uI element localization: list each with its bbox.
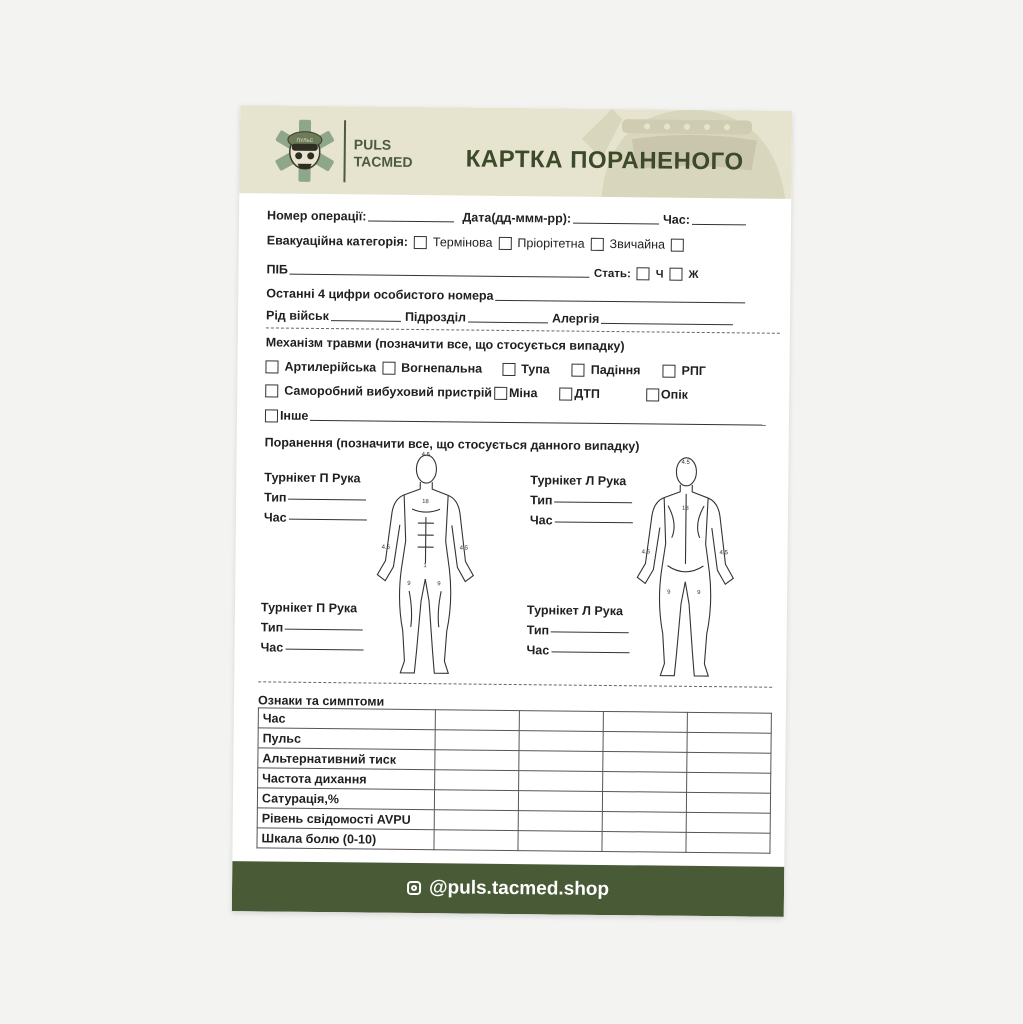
front-right-leg-value: 9	[407, 580, 411, 587]
table-cell[interactable]	[434, 830, 518, 851]
body-back-figure[interactable]	[626, 453, 744, 684]
mech-gunshot-checkbox[interactable]	[382, 362, 395, 375]
puls-logo-icon	[271, 117, 338, 184]
instagram-icon	[407, 881, 421, 895]
table-cell[interactable]	[602, 831, 686, 852]
tq-type-label: Тип	[526, 623, 550, 638]
evac-routine-label: Звичайна	[609, 237, 666, 252]
back-right-arm-value: 4.5	[719, 550, 728, 557]
tq-right-arm-label: Турнікет П Рука	[264, 470, 361, 486]
table-cell[interactable]	[687, 772, 771, 793]
back-head-value: 4.5	[681, 459, 690, 466]
back-left-leg-value: 9	[667, 589, 671, 596]
tq-time-field[interactable]	[289, 507, 367, 521]
table-cell[interactable]	[687, 752, 771, 773]
instagram-handle[interactable]: @puls.tacmed.shop	[428, 877, 610, 901]
evac-urgent-checkbox[interactable]	[414, 236, 427, 249]
mech-other-field[interactable]	[310, 408, 766, 426]
injuries-title: Поранення (позначити все, що стосується данного випадку)	[264, 435, 640, 454]
table-cell[interactable]	[434, 810, 518, 831]
table-cell[interactable]	[687, 732, 771, 753]
front-right-arm-value: 4.5	[381, 544, 390, 551]
tq-time-field[interactable]	[555, 509, 633, 523]
table-cell[interactable]	[602, 791, 686, 812]
mechanism-title: Механізм травми (позначити все, що стосується випадку)	[265, 335, 625, 354]
evac-category-label: Евакуаційна категорія:	[266, 233, 409, 249]
card-title: КАРТКА ПОРАНЕНОГО	[465, 145, 744, 176]
mech-rpg-checkbox[interactable]	[662, 365, 675, 378]
casualty-card	[232, 105, 792, 917]
tq-type-field[interactable]	[551, 619, 629, 633]
table-cell[interactable]	[519, 771, 603, 792]
tq-time-label: Час	[260, 640, 284, 655]
mech-rpg-label: РПГ	[681, 363, 707, 379]
table-cell[interactable]	[435, 710, 519, 731]
mech-blunt-checkbox[interactable]	[502, 363, 515, 376]
tq-left-arm-label: Турнікет Л Рука	[530, 473, 627, 489]
table-cell[interactable]	[435, 730, 519, 751]
table-cell[interactable]	[519, 731, 603, 752]
row-label: Рівень свідомості AVPU	[257, 808, 434, 830]
tq-time-label: Час	[529, 513, 553, 528]
evac-routine-extra-checkbox[interactable]	[671, 239, 684, 252]
table-cell[interactable]	[603, 751, 687, 772]
evac-routine-checkbox[interactable]	[591, 238, 604, 251]
tq-type-field[interactable]	[285, 617, 363, 631]
mech-ied-checkbox[interactable]	[265, 384, 278, 397]
table-cell[interactable]	[518, 811, 602, 832]
tq-type-field[interactable]	[554, 489, 632, 503]
table-cell[interactable]	[602, 811, 686, 832]
branch-field[interactable]	[331, 308, 401, 322]
mech-fall-label: Падіння	[590, 362, 641, 378]
mech-accident-label: ДТП	[574, 386, 601, 401]
mech-burn-checkbox[interactable]	[646, 388, 659, 401]
signs-title: Ознаки та симптоми	[257, 693, 385, 709]
patient-form	[264, 201, 781, 454]
tq-type-field[interactable]	[289, 487, 367, 501]
branch-label: Рід військ	[265, 308, 330, 324]
mech-artillery-checkbox[interactable]	[265, 360, 278, 373]
tq-type-label: Тип	[264, 490, 287, 505]
tq-time-field[interactable]	[285, 637, 363, 651]
sex-female-label: Ж	[688, 268, 699, 281]
tq-right-arm-lower	[260, 599, 367, 657]
sex-male-label: Ч	[655, 268, 664, 281]
brand-name	[354, 136, 413, 171]
tq-left-arm-lower	[526, 602, 633, 660]
evac-urgent-label: Термінова	[432, 235, 493, 250]
table-cell[interactable]	[519, 751, 603, 772]
tq-right-arm-upper	[264, 469, 371, 527]
mech-other-checkbox[interactable]	[265, 409, 278, 422]
back-right-leg-value: 9	[697, 589, 701, 596]
front-groin-value: 1	[423, 563, 427, 570]
brand-line1: PULS	[353, 136, 392, 153]
svg-text:ПУЛЬС: ПУЛЬС	[296, 137, 314, 144]
evac-priority-checkbox[interactable]	[498, 237, 511, 250]
mech-ied-label: Саморобний вибуховий пристрій	[284, 383, 493, 400]
row-label: Сатурація,%	[257, 788, 434, 810]
table-row	[257, 828, 770, 853]
tq-right-arm-label: Турнікет П Рука	[260, 600, 358, 616]
allergy-label: Алергія	[551, 311, 600, 326]
row-label: Пульс	[258, 728, 435, 750]
card-header	[239, 105, 792, 199]
tq-time-label: Час	[526, 643, 550, 658]
front-torso-value: 18	[422, 499, 429, 506]
tq-left-arm-label: Турнікет Л Рука	[526, 603, 624, 619]
mech-other-label: Інше	[279, 408, 309, 423]
logo-divider	[343, 120, 346, 182]
row-label: Час	[258, 708, 435, 730]
table-cell[interactable]	[687, 712, 771, 733]
signs-table	[256, 707, 771, 853]
table-cell[interactable]	[603, 771, 687, 792]
table-cell[interactable]	[435, 750, 519, 771]
row-label: Шкала болю (0-10)	[257, 828, 434, 850]
sex-label: Стать:	[593, 267, 631, 281]
front-left-arm-value: 4.5	[459, 545, 468, 552]
tq-type-label: Тип	[260, 620, 284, 635]
table-cell[interactable]	[603, 731, 687, 752]
table-cell[interactable]	[518, 791, 602, 812]
date-field[interactable]	[573, 211, 659, 225]
tq-time-label: Час	[263, 510, 287, 525]
table-cell[interactable]	[686, 832, 770, 853]
row-label: Альтернативний тиск	[258, 748, 435, 770]
time-label: Час:	[662, 212, 690, 227]
id-last4-label: Останні 4 цифри особистого номера	[266, 286, 494, 303]
unit-field[interactable]	[468, 310, 548, 324]
operation-no-field[interactable]	[368, 208, 454, 222]
mech-fall-checkbox[interactable]	[572, 364, 585, 377]
mech-gunshot-label: Вогнепальна	[401, 360, 483, 376]
mech-burn-label: Опік	[660, 387, 689, 402]
unit-label: Підрозділ	[404, 309, 467, 325]
front-head-value: 4.5	[421, 452, 430, 459]
sex-male-checkbox[interactable]	[637, 267, 650, 280]
evac-priority-label: Пріорітетна	[517, 236, 585, 251]
back-torso-value: 18	[682, 505, 689, 512]
mech-mine-checkbox[interactable]	[494, 387, 507, 400]
mech-mine-label: Міна	[508, 385, 538, 401]
table-cell[interactable]	[603, 711, 687, 732]
body-front-figure[interactable]	[366, 450, 484, 681]
table-cell[interactable]	[519, 711, 603, 732]
id-last4-field[interactable]	[495, 288, 745, 304]
table-cell[interactable]	[434, 790, 518, 811]
table-cell[interactable]	[686, 792, 770, 813]
time-field[interactable]	[692, 212, 746, 226]
table-cell[interactable]	[435, 770, 519, 791]
mech-blunt-label: Тупа	[521, 362, 550, 377]
tq-left-arm-upper	[530, 472, 637, 530]
name-field[interactable]	[290, 262, 590, 278]
front-left-leg-value: 9	[437, 581, 441, 588]
mech-accident-checkbox[interactable]	[559, 387, 572, 400]
brand-line2: TACMED	[353, 153, 413, 170]
sex-female-checkbox[interactable]	[669, 268, 682, 281]
row-label: Частота дихання	[258, 768, 435, 790]
date-label: Дата(дд-ммм-рр):	[462, 210, 572, 226]
tq-time-field[interactable]	[551, 639, 629, 653]
back-left-arm-value: 4.5	[641, 549, 650, 556]
section-divider	[266, 327, 780, 333]
card-footer	[232, 861, 784, 917]
allergy-field[interactable]	[601, 311, 733, 325]
table-cell[interactable]	[518, 831, 602, 852]
table-cell[interactable]	[686, 812, 770, 833]
name-label: ПІБ	[266, 262, 289, 277]
tq-type-label: Тип	[530, 493, 553, 508]
operation-no-label: Номер операції:	[267, 208, 367, 224]
mech-artillery-label: Артилерійська	[284, 359, 377, 375]
